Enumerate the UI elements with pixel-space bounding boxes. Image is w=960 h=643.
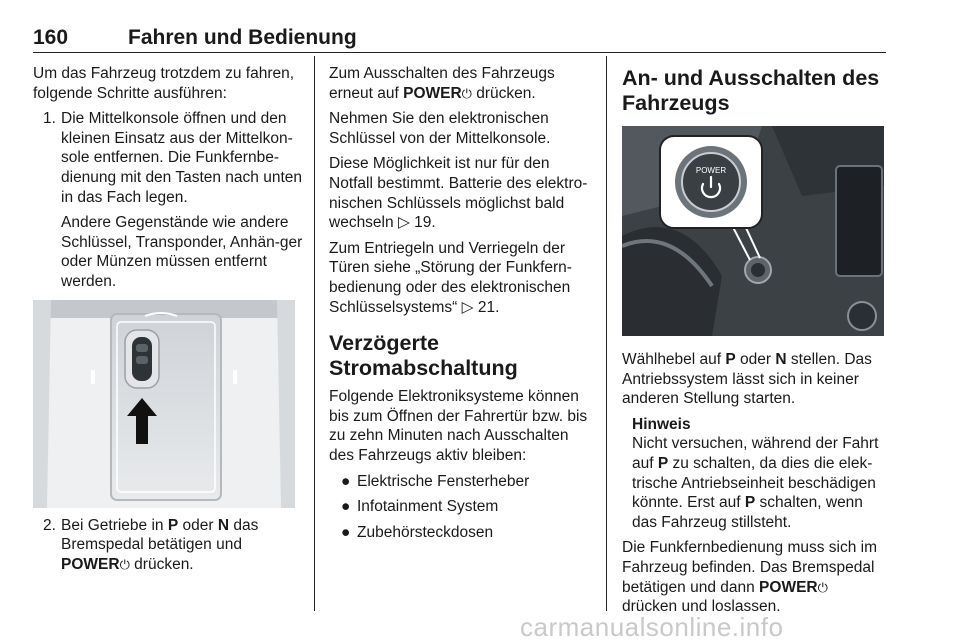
paragraph	[329, 154, 597, 232]
power-button-image	[622, 126, 884, 336]
section-heading: Verzögerte Stromabschaltung	[329, 331, 518, 381]
page-reference[interactable]: 21.	[477, 298, 500, 316]
text: Nicht versuchen, während der Fahrt auf	[632, 435, 879, 472]
power-label: POWER	[403, 84, 462, 102]
text: Zum Entriegeln und Verriegeln der Türen siehe „Störung der Funkfern-bedienung oder des elektronischen Schlüsselsystems“	[329, 239, 572, 316]
list-item	[329, 497, 597, 517]
section-heading: An- und Ausschalten des Fahrzeugs	[622, 66, 880, 115]
power-button-label: POWER	[695, 166, 727, 175]
column-1	[33, 64, 305, 580]
gear-p: P	[725, 351, 736, 368]
column-divider	[606, 56, 607, 611]
power-symbol-icon: ⏻	[119, 556, 130, 572]
text: Zum Ausschalten des Fahrzeugs erneut auf	[329, 65, 555, 102]
triangle-ref-icon: ▷	[461, 298, 474, 316]
column-2	[329, 64, 597, 548]
step-text: drücken.	[129, 555, 194, 573]
page-number: 160	[33, 26, 69, 49]
power-symbol-icon: ⏻	[817, 579, 828, 595]
note-box	[622, 415, 890, 533]
power-label: POWER	[759, 578, 818, 596]
text: Wählhebel auf	[622, 351, 726, 368]
text: stellen. Das Antriebssystem lässt sich in keiner anderen Stellung starten.	[622, 351, 872, 408]
paragraph	[622, 538, 890, 616]
gear-n: N	[217, 516, 230, 534]
bullet-text: Zubehörsteckdosen	[357, 523, 494, 541]
text: drücken und loslassen.	[622, 598, 781, 616]
gear-p: P	[744, 494, 756, 512]
step-text: oder	[178, 516, 218, 534]
step-text: das Bremspedal betätigen und	[61, 516, 259, 554]
page-header	[33, 22, 886, 53]
text: drücken.	[471, 84, 536, 102]
text: Diese Möglichkeit ist nur für den Notfall bestimmt. Batterie des elektro-nischen Schlüssels möglichst bald wechseln	[329, 155, 588, 232]
text: Die Funkfernbedienung muss sich im Fahrzeug befinden. Das Bremspedal betätigen und dann	[622, 539, 878, 596]
text: zu schalten, da dies die elek-trische Antriebseinheit beschädigen könnte. Erst auf	[632, 454, 876, 512]
center-console-image	[33, 300, 295, 508]
step-number: 2.	[43, 516, 56, 534]
watermark: carmanualsonline.info	[520, 612, 784, 642]
paragraph: Folgende Elektroniksysteme können bis zum Öffnen der Fahrertür bzw. bis zu zehn Minuten nach Ausschalten des Fahrzeugs aktiv bleiben:	[329, 388, 588, 464]
intro-text: Um das Fahrzeug trotzdem zu fahren, folgende Schritte ausführen:	[33, 65, 295, 102]
step-number: 1.	[43, 110, 56, 128]
page-reference[interactable]: 19.	[414, 214, 436, 232]
list-item	[329, 472, 597, 492]
column-3	[622, 64, 890, 623]
bullet-text: Infotainment System	[357, 498, 499, 516]
column-divider	[314, 56, 315, 611]
text: schalten, wenn das Fahrzeug stillsteht.	[632, 494, 863, 531]
list-item	[33, 109, 305, 207]
list-item	[329, 523, 597, 543]
page-title: Fahren und Bedienung	[128, 26, 357, 49]
bullet-text: Elektrische Fensterheber	[357, 472, 530, 490]
power-symbol-icon: ⏻	[461, 85, 472, 101]
gear-p: P	[167, 516, 179, 534]
paragraph	[329, 64, 597, 103]
text: oder	[735, 351, 776, 368]
power-label: POWER	[61, 555, 120, 573]
paragraph: Nehmen Sie den elektronischen Schlüssel von der Mittelkonsole.	[329, 110, 551, 147]
bullet-icon: ●	[341, 523, 351, 541]
bullet-icon: ●	[341, 472, 351, 490]
note-title: Hinweis	[632, 415, 691, 433]
gear-p: P	[657, 454, 669, 472]
step-text: Bei Getriebe in	[61, 516, 168, 534]
bullet-icon: ●	[341, 498, 351, 516]
step-note: Andere Gegenstände wie andere Schlüssel, Transponder, Anhän-ger oder Münzen müssen entfernt werden.	[61, 214, 303, 290]
step-text: Die Mittelkonsole öffnen und den kleinen Einsatz aus der Mittelkon-sole entfernen. Die Funkfernbe-dienung mit den Tasten nach unten in das Fach legen.	[61, 110, 303, 206]
paragraph	[329, 239, 597, 317]
gear-n: N	[775, 351, 787, 368]
triangle-ref-icon: ▷	[397, 214, 410, 232]
list-item	[33, 516, 305, 575]
paragraph	[622, 350, 890, 409]
